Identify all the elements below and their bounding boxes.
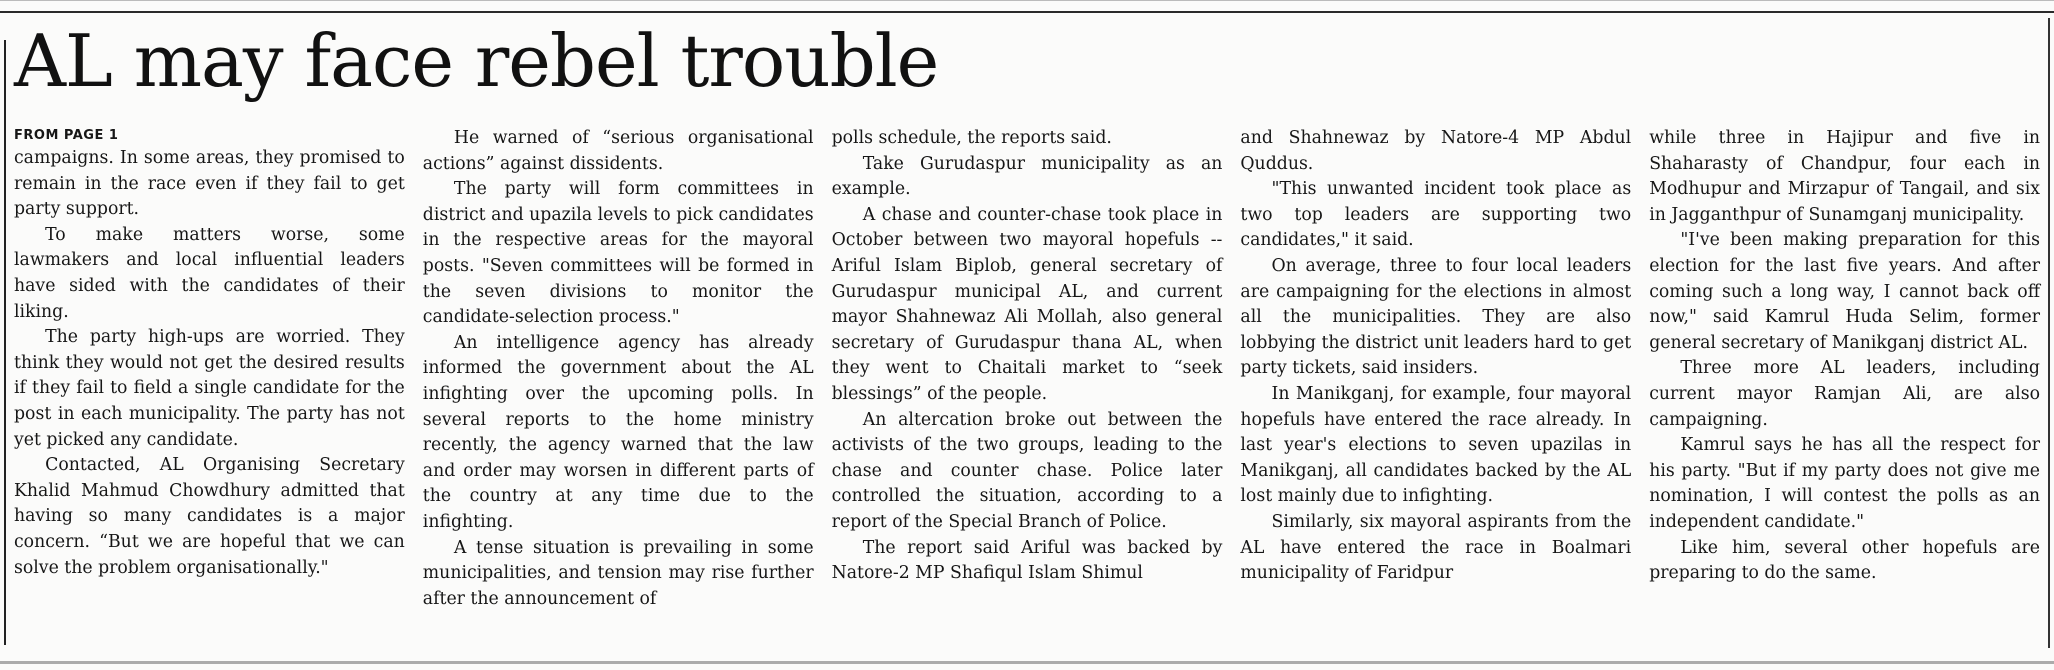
paragraph: Similarly, six mayoral aspirants from the AL have entered the race in Boalmari municipality of Faridpur — [1240, 511, 1632, 584]
paragraph: polls schedule, the reports said. — [831, 128, 1112, 148]
paragraph: "This unwanted incident took place as two top leaders are supporting two candidates," it said. — [1240, 179, 1632, 251]
paragraph: "I've been making preparation for this election for the last five years. And after coming such a long way, I cannot back off now," said Kamrul Huda Selim, former general secretary of Manikganj district AL. — [1649, 230, 2040, 353]
paragraph: In Manikganj, for example, four mayoral hopefuls have entered the race already. In last year's elections to seven upazilas in Manikganj, all candidates backed by the AL lost mainly due to infighting. — [1240, 383, 1632, 507]
paragraph: Contacted, AL Organising Secretary Khalid Mahmud Chowdhury admitted that having so many candidates is a major concern. “But we are hopeful that we can solve the problem organisationally." — [14, 455, 405, 578]
left-rule — [4, 40, 6, 645]
paragraph: He warned of “serious organisational actions” against dissidents. — [422, 128, 814, 174]
article-column-5 — [1649, 126, 2040, 656]
paragraph: The party will form committees in district and upazila levels to pick candidates in the respective areas for the mayoral posts. "Seven committees will be formed in the seven divisions to monitor the candidate-selection process." — [422, 179, 814, 328]
paragraph: Like him, several other hopefuls are preparing to do the same. — [1649, 537, 2040, 584]
paragraph: The report said Ariful was backed by Natore-2 MP Shafiqul Islam Shimul — [831, 537, 1223, 584]
paragraph: and Shahnewaz by Natore-4 MP Abdul Quddus. — [1240, 128, 1632, 174]
article-column-2 — [423, 126, 814, 656]
paragraph: On average, three to four local leaders are campaigning for the elections in almost all the municipalities. They are also lobbying the district unit leaders hard to get party tickets, said insiders. — [1240, 255, 1632, 379]
paragraph: A chase and counter-chase took place in October between two mayoral hopefuls -- Ariful Islam Biplob, general secretary of Gurudaspur municipal AL, and current mayor Shahnewaz Ali Mollah, also general secretary of Gurudaspur thana AL, when they went to Chaitali market to “seek blessings” of the people. — [831, 204, 1223, 404]
bottom-rule — [0, 661, 2054, 664]
paragraph: An intelligence agency has already informed the government about the AL infighting over the upcoming polls. In several reports to the home ministry recently, the agency warned that the law and order may worsen in different parts of the country at any time due to the infighting. — [422, 332, 814, 532]
paragraph: An altercation broke out between the activists of the two groups, leading to the chase and counter chase. Police later controlled the situation, according to a report of the Special Branch of Police. — [831, 409, 1223, 532]
paragraph: campaigns. In some areas, they promised to remain in the race even if they fail to get party support. — [14, 148, 405, 220]
paragraph: Kamrul says he has all the respect for his party. "But if my party does not give me nomination, I will contest the polls as an independent candidate." — [1649, 435, 2040, 532]
article-column-3 — [832, 126, 1223, 656]
paragraph: Take Gurudaspur municipality as an example. — [831, 153, 1223, 200]
right-rule — [2048, 18, 2050, 648]
paragraph: while three in Hajipur and five in Shaharasty of Chandpur, four each in Modhupur and Mirzapur of Tangail, and six in Jagganthpur of Sunamganj municipality. — [1649, 128, 2040, 225]
article-body — [14, 126, 2040, 656]
paragraph: To make matters worse, some lawmakers and local influential leaders have sided with the candidates of their liking. — [14, 224, 405, 322]
article-column-1 — [14, 126, 405, 656]
headline: AL may face rebel trouble — [14, 19, 939, 103]
paragraph: A tense situation is prevailing in some municipalities, and tension may rise further after the announcement of — [422, 537, 814, 609]
top-rule — [0, 0, 2054, 13]
paragraph: The party high-ups are worried. They think they would not get the desired results if they fail to field a single candidate for the post in each municipality. The party has not yet picked any candidate. — [14, 327, 405, 450]
jump-line: FROM PAGE 1 — [14, 128, 119, 143]
article-column-4 — [1240, 126, 1631, 656]
paragraph: Three more AL leaders, including current mayor Ramjan Ali, are also campaigning. — [1649, 358, 2040, 430]
